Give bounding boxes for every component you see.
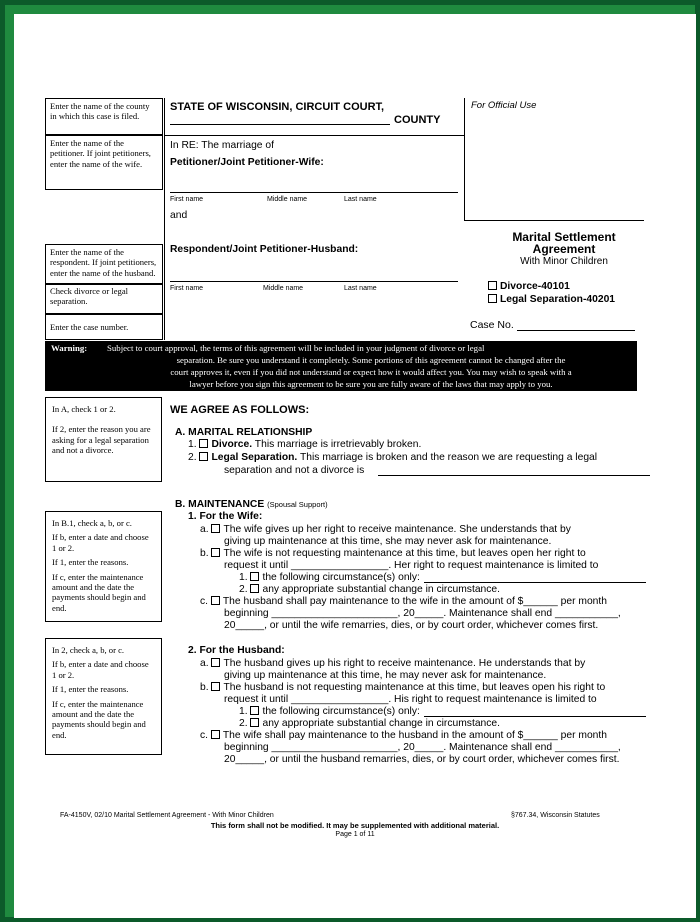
petitioner-label-text: Petitioner/Joint Petitioner-Wife <box>170 157 321 168</box>
option-a1-number: 1. <box>188 439 197 450</box>
note-case-number-text: Enter the case number. <box>50 322 129 332</box>
document-title-line2: Agreement <box>532 242 596 256</box>
wife-option-c <box>200 596 607 608</box>
wife-option-b1-text: the following circumstance(s) only: <box>262 572 420 583</box>
option-a2 <box>188 452 597 464</box>
husband-option-a-line2: giving up maintenance at this time, he may never ask for maintenance. <box>224 670 547 681</box>
wife-circumstance-input-line[interactable] <box>424 582 646 583</box>
wife-option-b2-text: any appropriate substantial change in circumstance. <box>262 584 501 595</box>
warning-line-1: Subject to court approval, the terms of this agreement will be included in your judgment of divorce or legal <box>107 343 485 353</box>
husband-option-b2 <box>239 718 500 730</box>
husband-option-b1-number: 1. <box>239 706 248 717</box>
husband-option-c-line2: beginning ______________________, 20_____. Maintenance shall end ___________, <box>224 742 621 753</box>
note-section-b <box>45 511 162 622</box>
note-respondent <box>45 244 163 284</box>
respondent-label-text: Respondent/Joint Petitioner-Husband <box>170 244 355 255</box>
petitioner-first-name-caption: First name <box>170 196 204 203</box>
wife-option-b2 <box>239 584 500 596</box>
wife-option-c-line2: beginning ______________________, 20_____. Maintenance shall end ___________, <box>224 608 621 619</box>
official-use-bottom-border <box>464 220 644 221</box>
note-b2: If b, enter a date and choose 1 or 2. <box>52 532 149 553</box>
wife-option-c-line3: 20_____, or until the wife remarries, dies, or by court order, whichever comes first. <box>224 620 599 631</box>
note-case-number <box>45 314 163 340</box>
divorce-a1-checkbox[interactable] <box>199 439 208 448</box>
wife-option-b2-checkbox[interactable] <box>250 584 259 593</box>
husband-option-b-checkbox[interactable] <box>211 682 220 691</box>
respondent-last-name-caption: Last name <box>344 285 377 292</box>
option-a2-line2: separation and not a divorce is <box>224 465 365 476</box>
husband-option-a <box>200 658 585 670</box>
note-section-a <box>45 397 162 482</box>
husband-option-a-checkbox[interactable] <box>211 658 220 667</box>
husband-option-a-label: a. <box>200 658 209 669</box>
warning-banner <box>45 341 637 391</box>
section-b-heading <box>175 499 328 511</box>
document-subtitle: With Minor Children <box>520 256 608 267</box>
note-b1: In B.1, check a, b, or c. <box>52 518 132 528</box>
warning-line-2: separation. Be sure you understand it completely. Some portions of this agreement cannot be changed after the <box>176 355 566 365</box>
husband-option-b1-checkbox[interactable] <box>250 706 259 715</box>
document-title-line1: Marital Settlement <box>512 230 616 244</box>
warning-line-4: lawyer before you sign this agreement to be sure you are fully aware of the laws that may apply to you. <box>189 379 553 389</box>
note-check-type-text: Check divorce or legal separation. <box>50 286 129 307</box>
respondent-middle-name-caption: Middle name <box>263 285 304 292</box>
separation-reason-input-line[interactable] <box>378 475 650 476</box>
official-use-label: For Official Use <box>471 100 537 111</box>
section-a-heading: A. MARITAL RELATIONSHIP <box>175 427 313 438</box>
note-c4: If c, enter the maintenance amount and the date the payments should begin and end. <box>52 698 146 740</box>
wife-option-b1-checkbox[interactable] <box>250 572 259 581</box>
note-a2: If 2, enter the reason you are asking for a legal separation and not a divorce. <box>52 424 151 456</box>
option-a2-text: This marriage is broken and the reason we are requesting a legal <box>300 452 598 463</box>
respondent-name-line <box>170 281 458 282</box>
option-a1-title: Divorce. <box>211 439 253 450</box>
warning-line-3: court approves it, even if you did not understand or expect how it would affect you. You may wish to speak with a <box>170 367 572 377</box>
note-check-type <box>45 284 163 314</box>
note-county <box>45 98 163 135</box>
section-b-heading-title: B. MAINTENANCE <box>175 499 265 510</box>
wife-option-a-line2: giving up maintenance at this time, she may never ask for maintenance. <box>224 536 552 547</box>
court-heading: STATE OF WISCONSIN, CIRCUIT COURT, <box>170 101 385 113</box>
wife-heading: 1. For the Wife: <box>188 511 263 522</box>
legal-separation-option-label: Legal Separation-40201 <box>500 294 616 305</box>
husband-option-c-line1: The wife shall pay maintenance to the husband in the amount of $______ per month <box>222 730 607 741</box>
note-c3: If 1, enter the reasons. <box>52 684 129 695</box>
wife-option-b2-number: 2. <box>239 584 248 595</box>
note-b4: If c, enter the maintenance amount and the date the payments should begin and end. <box>52 571 146 613</box>
and-label: and <box>170 210 188 221</box>
wife-option-a <box>200 524 571 536</box>
husband-option-b2-checkbox[interactable] <box>250 718 259 727</box>
petitioner-label: Petitioner/Joint Petitioner-Wife: <box>170 157 324 168</box>
husband-circumstance-input-line[interactable] <box>424 716 646 717</box>
husband-option-b1-text: the following circumstance(s) only: <box>262 706 420 717</box>
legal-separation-a2-checkbox[interactable] <box>199 452 208 461</box>
wife-option-b <box>200 548 586 560</box>
petitioner-name-line <box>170 192 458 193</box>
footer-notice: This form shall not be modified. It may be supplemented with additional material. <box>210 821 500 830</box>
husband-option-b2-text: any appropriate substantial change in circumstance. <box>262 718 501 729</box>
option-a2-number: 2. <box>188 452 197 463</box>
wife-option-a-line1: The wife gives up her right to receive maintenance. She understands that by <box>223 524 571 535</box>
official-use-left-border <box>464 98 465 220</box>
husband-option-b1 <box>239 706 420 718</box>
note-respondent-text: Enter the name of the respondent. If joint petitioners, enter the name of the husband. <box>50 247 157 278</box>
agree-heading: WE AGREE AS FOLLOWS: <box>170 404 310 416</box>
wife-option-a-label: a. <box>200 524 209 535</box>
wife-option-a-checkbox[interactable] <box>211 524 220 533</box>
wife-option-c-line1: The husband shall pay maintenance to the wife in the amount of $______ per month <box>222 596 607 607</box>
county-underline <box>170 124 390 125</box>
wife-option-b-checkbox[interactable] <box>211 548 220 557</box>
husband-option-c-line3: 20_____, or until the husband remarries, dies, or by court order, whichever comes first. <box>224 754 620 765</box>
option-a1 <box>188 439 421 451</box>
note-petitioner-text: Enter the name of the petitioner. If joint petitioners, enter the name of the wife. <box>50 138 151 169</box>
wife-option-b-line2: request it until _________________. Her right to request maintenance is limited to <box>224 560 599 571</box>
document-page <box>14 14 696 918</box>
wife-option-b1-number: 1. <box>239 572 248 583</box>
legal-separation-option[interactable] <box>488 294 615 306</box>
footer-form-id: FA-4150V, 02/10 Marital Settlement Agreement - With Minor Children <box>60 812 274 819</box>
note-c1: In 2, check a, b, or c. <box>52 645 125 655</box>
divorce-option[interactable] <box>488 281 570 293</box>
respondent-first-name-caption: First name <box>170 285 204 292</box>
section-b-heading-note: (Spousal Support) <box>267 500 328 509</box>
wife-option-b-label: b. <box>200 548 209 559</box>
divorce-checkbox[interactable] <box>488 281 497 290</box>
wife-option-b-line1: The wife is not requesting maintenance at this time, but leaves open her right to <box>223 548 586 559</box>
husband-option-c-checkbox[interactable] <box>211 730 220 739</box>
respondent-label: Respondent/Joint Petitioner-Husband: <box>170 244 359 255</box>
husband-heading: 2. For the Husband: <box>188 645 285 656</box>
case-number-label: Case No. <box>470 319 514 331</box>
option-a1-text: This marriage is irretrievably broken. <box>254 439 422 450</box>
note-b3: If 1, enter the reasons. <box>52 557 129 568</box>
footer-statute: §767.34, Wisconsin Statutes <box>511 812 600 819</box>
husband-option-a-line1: The husband gives up his right to receive maintenance. He understands that by <box>223 658 586 669</box>
note-county-text: Enter the name of the county in which this case is filed. <box>50 101 150 122</box>
wife-option-c-checkbox[interactable] <box>211 596 220 605</box>
husband-option-b-label: b. <box>200 682 209 693</box>
note-c2: If b, enter a date and choose 1 or 2. <box>52 659 149 680</box>
in-re-label: In RE: The marriage of <box>170 140 274 151</box>
husband-option-c <box>200 730 607 742</box>
husband-option-b-line2: request it until _________________. His right to request maintenance is limited to <box>224 694 597 705</box>
wife-option-b1 <box>239 572 420 584</box>
petitioner-last-name-caption: Last name <box>344 196 377 203</box>
petitioner-middle-name-caption: Middle name <box>267 196 308 203</box>
county-label: COUNTY <box>394 114 441 126</box>
case-number-input-line[interactable] <box>517 330 635 331</box>
legal-separation-checkbox[interactable] <box>488 294 497 303</box>
note-section-c <box>45 638 162 755</box>
husband-option-b <box>200 682 605 694</box>
husband-option-c-label: c. <box>200 730 209 741</box>
header-rule-1 <box>164 135 464 136</box>
divorce-option-label: Divorce-40101 <box>500 281 570 292</box>
warning-label: Warning: <box>51 343 88 353</box>
note-a1: In A, check 1 or 2. <box>52 404 116 414</box>
husband-option-b2-number: 2. <box>239 718 248 729</box>
footer-page-number: Page 1 of 11 <box>335 831 375 838</box>
wife-option-c-label: c. <box>200 596 209 607</box>
note-petitioner <box>45 135 163 190</box>
option-a2-title: Legal Separation. <box>211 452 298 463</box>
husband-option-b-line1: The husband is not requesting maintenance at this time, but leaves open his right to <box>223 682 606 693</box>
